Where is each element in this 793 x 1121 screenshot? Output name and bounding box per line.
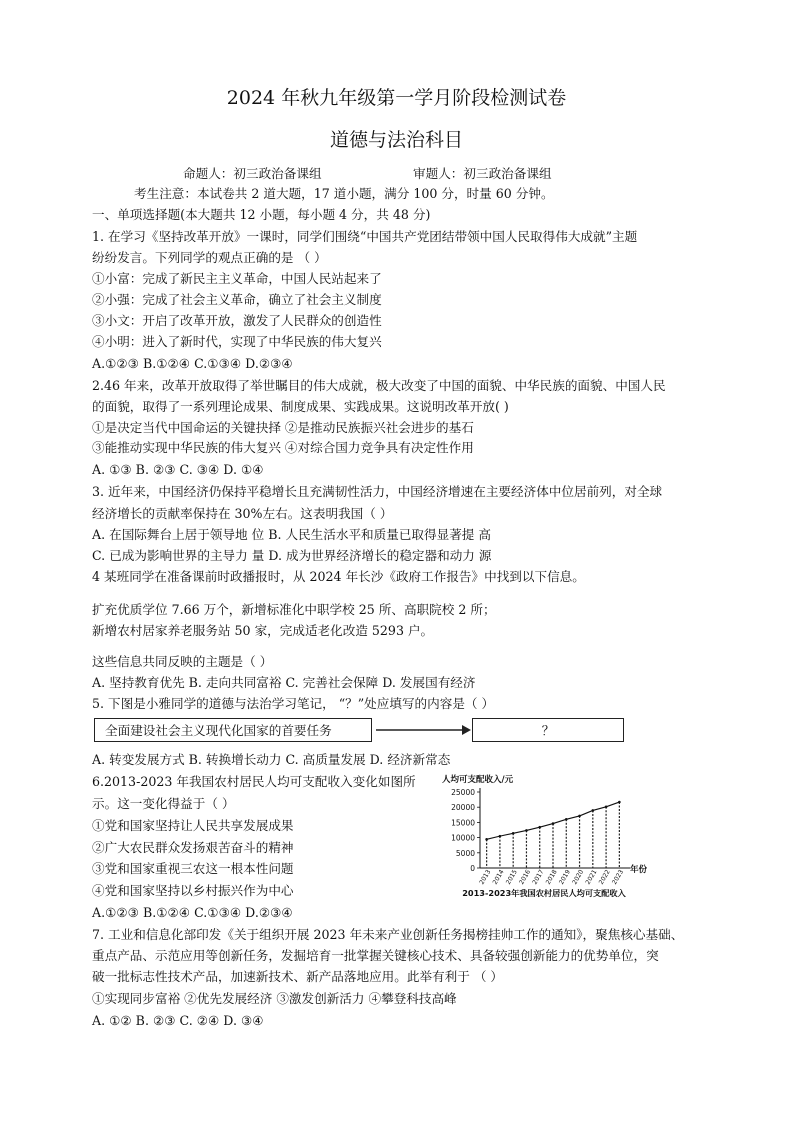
q6-option: ①党和国家坚持让人民共享发展成果 xyxy=(92,818,294,833)
q6-choices: A.①②③ B.①②④ C.①③④ D.②③④ xyxy=(92,905,293,920)
author-reviewer: 审题人：初三政治备课组 xyxy=(413,166,552,181)
data-point xyxy=(552,822,555,825)
q7-stem-line2: 重点产品、示范应用等创新任务，发掘培育一批掌握关键核心技术、具备较强创新能力的优势单位，突 xyxy=(92,948,659,963)
x-tick-label: 2022 xyxy=(597,868,612,886)
q1-choices: A.①②③ B.①②④ C.①③④ D.②③④ xyxy=(92,356,293,371)
x-tick-label: 2014 xyxy=(491,868,506,886)
q1-option: ④小明：进入了新时代，实现了中华民族的伟大复兴 xyxy=(92,334,382,349)
chart-caption: 2013-2023年我国农村居民人均可支配收入 xyxy=(462,888,626,898)
q6-stem-line2: 示。这一变化得益于（ ） xyxy=(92,796,235,811)
q1-stem-line2: 纷纷发言。下列同学的观点正确的是 （ ） xyxy=(92,250,327,265)
q3-choices-cd: C. 已成为影响世界的主导力 量 D. 成为世界经济增长的稳定器和动力 源 xyxy=(92,548,492,563)
q2-choices: A. ①③ B. ②③ C. ③④ D. ①④ xyxy=(92,462,264,477)
data-point xyxy=(592,809,595,812)
data-point xyxy=(605,805,608,808)
y-tick-label: 15000 xyxy=(451,818,475,828)
x-tick-label: 2020 xyxy=(571,868,586,886)
q5-left-box: 全面建设社会主义现代化国家的首要任务 xyxy=(94,718,372,742)
income-bar-chart xyxy=(428,772,660,904)
q4-info-line2: 新增农村居家养老服务站 50 家，完成适老化改造 5293 户。 xyxy=(92,623,434,638)
q5-choices: A. 转变发展方式 B. 转换增长动力 C. 高质量发展 D. 经济新常态 xyxy=(92,752,451,767)
q5-right-box: ？ xyxy=(472,718,624,742)
data-point xyxy=(485,838,488,841)
q4-info-line1: 扩充优质学位 7.66 万个，新增标准化中职学校 25 所、高职院校 2 所； xyxy=(92,602,496,617)
author-setter: 命题人：初三政治备课组 xyxy=(183,166,322,181)
y-tick-label: 10000 xyxy=(451,833,475,843)
x-tick-label: 2021 xyxy=(584,868,599,886)
q3-stem-line1: 3. 近年来，中国经济仍保持平稳增长且充满韧性活力，中国经济增速在主要经济体中位居前列，对全球 xyxy=(92,484,663,499)
q5-stem: 5. 下图是小雅同学的道德与法治学习笔记， “？”处应填写的内容是（ ） xyxy=(92,696,495,711)
data-point xyxy=(578,815,581,818)
q4-choices: A. 坚持教育优先 B. 走向共同富裕 C. 完善社会保障 D. 发展国有经济 xyxy=(92,675,476,690)
q6-stem-line1: 6.2013-2023 年我国农村居民人均可支配收入变化如图所 xyxy=(92,774,416,789)
q7-stem-line3: 破一批标志性技术产品，加速新技术、新产品落地应用。此举有利于 （ ） xyxy=(92,969,504,984)
subject-title: 道德与法治科目 xyxy=(329,129,463,151)
q6-option: ②广大农民群众发扬艰苦奋斗的精神 xyxy=(92,840,294,855)
data-point xyxy=(525,829,528,832)
y-tick-label: 20000 xyxy=(451,803,475,813)
data-point xyxy=(538,826,541,829)
x-tick-label: 2023 xyxy=(611,868,626,886)
y-tick-label: 5000 xyxy=(455,848,475,858)
x-tick-label: 2013 xyxy=(478,868,493,886)
chart-xlabel: 年份 xyxy=(630,865,648,875)
exam-notice: 考生注意：本试卷共 2 道大题，17 道小题，满分 100 分，时量 60 分钟。 xyxy=(134,186,554,201)
data-point xyxy=(565,818,568,821)
q7-stem-line1: 7. 工业和信息化部印发《关于组织开展 2023 年未来产业创新任务揭榜挂帅工作的通知》，聚焦核心基础、 xyxy=(92,927,684,942)
q4-stem: 4 某班同学在准备课前时政播报时，从 2024 年长沙《政府工作报告》中找到以下信息。 xyxy=(92,569,585,584)
x-tick-label: 2018 xyxy=(544,868,559,886)
x-tick-label: 2016 xyxy=(518,868,533,886)
q2-stem-line1: 2.46 年来，改革开放取得了举世瞩目的伟大成就，极大改变了中国的面貌、中华民族的面貌、中国人民 xyxy=(92,378,666,393)
q4-question: 这些信息共同反映的主题是（ ） xyxy=(92,654,273,669)
q2-stem-line2: 的面貌，取得了一系列理论成果、制度成果、实践成果。这说明改革开放( ) xyxy=(92,399,509,414)
trend-line xyxy=(487,802,620,839)
q1-option: ③小文：开启了改革开放，激发了人民群众的创造性 xyxy=(92,313,382,328)
exam-title: 2024 年秋九年级第一学月阶段检测试卷 xyxy=(226,87,567,109)
arrow-right-icon xyxy=(374,724,472,736)
q1-stem-line1: 1. 在学习《坚持改革开放》一课时，同学们围绕“中国共产党团结带领中国人民取得伟大成就”主题 xyxy=(92,229,638,244)
data-point xyxy=(618,801,621,804)
q6-option: ③党和国家重视三农这一根本性问题 xyxy=(92,861,294,876)
q7-choices: A. ①② B. ②③ C. ②④ D. ③④ xyxy=(92,1013,264,1028)
x-tick-label: 2017 xyxy=(531,868,546,886)
q2-options-34: ③能推动实现中华民族的伟大复兴 ④对综合国力竞争具有决定性作用 xyxy=(92,440,474,455)
q1-option: ①小富：完成了新民主主义革命，中国人民站起来了 xyxy=(92,271,382,286)
y-tick-label: 25000 xyxy=(451,788,475,797)
q1-option: ②小强：完成了社会主义革命，确立了社会主义制度 xyxy=(92,292,382,307)
q3-choices-ab: A. 在国际舞台上居于领导地 位 B. 人民生活水平和质量已取得显著提 高 xyxy=(92,527,491,542)
q3-stem-line2: 经济增长的贡献率保持在 30%左右。这表明我国（ ） xyxy=(92,506,393,521)
y-tick-label: 0 xyxy=(470,864,475,873)
chart-ylabel: 人均可支配收入/元 xyxy=(442,775,514,785)
section-heading: 一、单项选择题(本大题共 12 小题，每小题 4 分，共 48 分) xyxy=(92,207,431,222)
data-point xyxy=(512,832,515,835)
q7-options: ①实现同步富裕 ②优先发展经济 ③激发创新活力 ④攀登科技高峰 xyxy=(92,991,457,1006)
q6-option: ④党和国家坚持以乡村振兴作为中心 xyxy=(92,883,294,898)
data-point xyxy=(499,835,502,838)
q2-options-12: ①是决定当代中国命运的关键抉择 ②是推动民族振兴社会进步的基石 xyxy=(92,420,474,435)
x-tick-label: 2019 xyxy=(558,868,572,886)
x-tick-label: 2015 xyxy=(504,868,519,886)
